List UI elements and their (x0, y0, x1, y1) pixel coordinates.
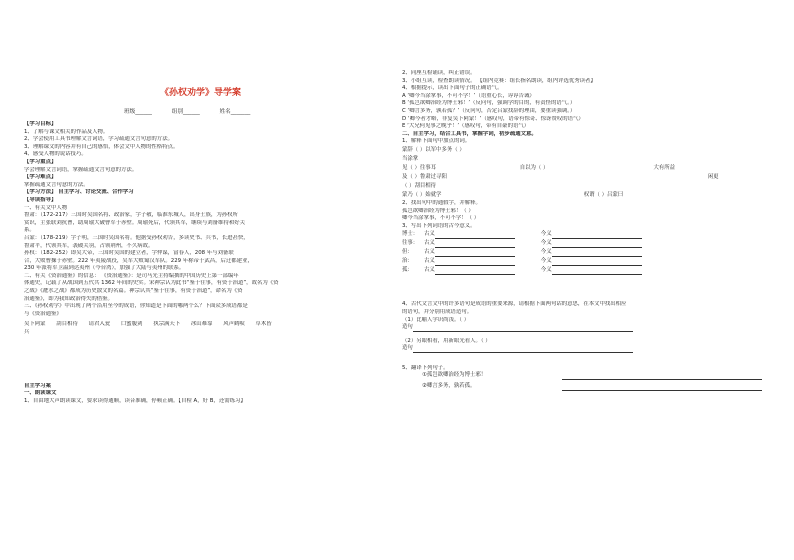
expl-row: 及（ ）鲁肃过寻阳 闲更 (402, 173, 719, 180)
text-line: 1、了解与课文相关的作品及人物。 (24, 128, 109, 135)
group-field: 组别______ (171, 109, 200, 115)
gu-label: 古义 (424, 231, 435, 238)
question-5: 5、翻译下列句子。 (402, 364, 449, 371)
translate-row-2: ②卿言多务，孰若孤。 (402, 383, 778, 391)
idiom: 执宗满天下 (153, 321, 181, 328)
question-2: 2、找出句中的通假字，并解释。 (402, 199, 481, 206)
text-line: 体通史，记载了从战国到五代共 1362 年间的史实。宋神宗认为此书“鉴于往事，有资于治道”，故名为《资 (24, 280, 279, 287)
answer-line[interactable] (552, 259, 642, 266)
text-line: 1、解释下面句中加点的词。 (402, 138, 471, 145)
text-line: 三、《孙权劝学》中出现了两个沿用至今的成语，你知道是下面的哪两个么？下面众多成语都是 (24, 303, 248, 310)
text-line: 鲁肃平，代领其军，袭破关羽，占领荆州，不久病故。 (24, 242, 154, 249)
text-line: B ‘孤岂欲卿治经为博士邪！’（反问句，强调学的目的，有责怪的语气。） (402, 100, 576, 107)
gujin-row (402, 239, 778, 248)
text-line: 【导读指导】 (24, 196, 57, 203)
text-line: 合，大败曹操于赤壁。222 年夷陵战役，吴军大败蜀汉军队。229 年称帝于武昌，后迁都建业， (24, 257, 253, 264)
right-text-block (402, 70, 778, 146)
idiom-tail: 兵 (24, 329, 30, 336)
text-line: 与《资治通鉴》 (24, 310, 62, 317)
question-2a: 孤岂欲卿治经为博士邪！（ ） (402, 207, 474, 214)
name-field: 姓名_______ (219, 109, 251, 115)
jin-label: 今义 (540, 240, 552, 247)
text-line: 二、有关《资治通鉴》的信息： 《资治通鉴》：是司马光主持编撰的中国历史上第一部编年 (24, 272, 239, 279)
text-line: 孙权：（182-252）即吴大帝，三国时吴国的建立者，字仲谋，富春人，208 年与刘备联 (24, 250, 234, 257)
text-line: 之战》《淝水之战》都成为历史散文的名篇。神宗认其“鉴于往事，有资于治道”，命名为《资 (24, 288, 243, 295)
text-line: 二、自主学习，结合工具书，掌握字词，初步疏通文意。 (402, 130, 537, 137)
idiom: 吴下阿蒙 (24, 321, 46, 328)
gujin-word: 治： (402, 258, 413, 265)
text-line: 自主学习案 (24, 382, 51, 389)
idiom: 风声鹤唳 (223, 321, 245, 328)
sentence-row-2: 造句 (402, 345, 778, 353)
question-4b: 的语句，并分别用成语造句。 (402, 308, 473, 315)
question-4: 4、古代文言文中的许多语句是成语的重要来源，请根据下面两句话的意思，在本文中找出相应 (402, 301, 627, 308)
text-line: 2、同座互检诵读，纠正错误。 (402, 70, 476, 76)
text-line: 学会理解文言词语，掌握疏通文言句意的方法。 (24, 166, 138, 173)
gujin-word: 往事： (402, 240, 419, 247)
question-3: 3、写出下列词语的古今意义。 (402, 222, 476, 229)
left-column (24, 121, 392, 405)
gujin-word: 博士： (402, 231, 419, 238)
answer-line[interactable] (552, 232, 642, 239)
gu-label: 古义 (424, 267, 435, 274)
idiom: 口蜜腹剑 (120, 321, 143, 328)
text-line: 一、有关文中人物 (24, 204, 68, 211)
text-line: 吕蒙：（178-219）字子明，三国时吴国名将。他据受孙权劝告，多读史书、兵书，长进甚快， (24, 234, 249, 241)
gujin-row (402, 257, 778, 266)
answer-line[interactable] (552, 241, 642, 248)
question-2b: 卿今当涂掌事，不可不学！（ ） (402, 215, 480, 222)
answer-line[interactable] (435, 241, 515, 248)
text-line: D ‘卿今者才略，非复吴下阿蒙！’（感叹句，语带有惊奇、惊讶赞叹的语气） (402, 115, 584, 122)
word-explanation-block (402, 146, 778, 200)
gu-label: 古义 (424, 258, 435, 265)
text-line: 3、理解课文的内容并有自己的感悟，体会文中人物的性格特点。 (24, 143, 179, 150)
text-line: 【学习方法】 自主学习、讨论交流、合作学习 (24, 189, 134, 196)
self-study-block (24, 383, 392, 406)
answer-line[interactable] (435, 250, 515, 257)
answer-line[interactable] (562, 373, 762, 380)
question-4-2: （2）另眼相看，用新眼光看人。（ ） (402, 337, 491, 344)
answer-line[interactable] (562, 384, 762, 391)
text-line: 【学习重点】 (24, 158, 57, 165)
gu-label: 古义 (424, 240, 435, 247)
text-line: 一、朗读课文 (24, 390, 57, 397)
jin-label: 今义 (540, 258, 552, 265)
text-line: A ‘卿今当涂掌事，不可不学！’（语重心长，谆谆告诫） (402, 92, 535, 99)
text-line: 治通鉴》，即为我知政治得失的借鉴。 (24, 295, 113, 302)
translate-row-1: ①孤岂欲卿治经为博士邪！ (402, 372, 778, 380)
text-line: 鲁肃：（172-217）三国时吴国名将、政治家，字子敬，临淮东城人，出身士族，为孙权所 (24, 212, 238, 219)
answer-line[interactable] (552, 268, 642, 275)
text-line: 赏识，主张联刘抗曹，助周瑜大破曹军于赤壁。周瑜死后，代领其军，继续与刘备维持和好关 (24, 219, 246, 226)
jin-label: 今义 (540, 267, 552, 274)
expl-row: 当涂掌 (402, 155, 419, 162)
answer-line[interactable] (413, 346, 633, 353)
gu-label: 古义 (424, 249, 435, 256)
text-line: 掌握疏通文言句意的方法。 (24, 181, 89, 188)
expl-row: 蒙乃（ ）始就学 权谓（ ）吕蒙曰 (402, 191, 624, 198)
answer-line[interactable] (552, 250, 642, 257)
idiom: 冰山难靠 (190, 321, 213, 328)
gujin-table (402, 230, 778, 275)
right-column (402, 70, 778, 391)
text-line: 230 年派将军卫温到达夷州（今台湾），加强了大陆与夷州的联系。 (24, 265, 185, 272)
left-text-block (24, 121, 392, 318)
idiom: 草木皆 (255, 321, 272, 328)
class-field: 班级______ (124, 109, 152, 115)
student-info-row (124, 107, 268, 115)
idiom: 请君入瓮 (88, 321, 111, 328)
text-line: 【学习难点】 (24, 174, 57, 181)
text-line: 1、自由地大声朗读课文，要求读得通顺，读音准确，停顿正确。【自检 A，好 B，还需练习】 (24, 397, 246, 404)
idiom-list (24, 321, 392, 329)
text-line: C ‘卿言多务，孰若孤？’（反问句，否定吕蒙找辞的理由，要重读强调。） (402, 107, 576, 114)
text-line: 4、根据提示，读出下面句子的正确语气。 (402, 85, 503, 92)
answer-line[interactable] (435, 232, 515, 239)
answer-line[interactable] (413, 325, 633, 332)
question-4-1: （1）比喻人学识尚浅。（ ） (402, 316, 470, 323)
gujin-row (402, 248, 778, 257)
text-line: E ‘大兄何见事之晚乎！’（感叹句，带有自豪的语气） (402, 123, 530, 130)
gujin-word: 但： (402, 249, 413, 256)
text-line: 2、学会使用工具书理解文言词语，学习疏通文言句意的方法。 (24, 136, 173, 143)
gujin-row (402, 266, 778, 275)
gujin-word: 孤： (402, 267, 413, 274)
text-line: 4、感受人物的说话技巧。 (24, 151, 87, 158)
expl-row: 蒙辞（ ）以军中多务（ ） (402, 146, 465, 153)
expl-row: （ ）刮目相待 (402, 182, 437, 189)
text-line: 系。 (24, 227, 35, 234)
jin-label: 今义 (540, 231, 552, 238)
jin-label: 今义 (540, 249, 552, 256)
text-line: 3、小组互读，检查朗读情况。 【组内竞赛：组长指名朗读，组内评选优秀读者】 (402, 77, 596, 84)
text-line: 【学习目标】 (24, 121, 57, 127)
answer-line[interactable] (435, 268, 515, 275)
idiom: 刮目相待 (56, 321, 78, 328)
gujin-row (402, 230, 778, 239)
page-title: 《孙权劝学》导学案 (160, 88, 242, 98)
answer-line[interactable] (435, 259, 515, 266)
expl-row: 见（ ）往事耳 自以为（ ） 大有所益 (402, 164, 676, 171)
sentence-row-1: 造句 (402, 324, 778, 332)
